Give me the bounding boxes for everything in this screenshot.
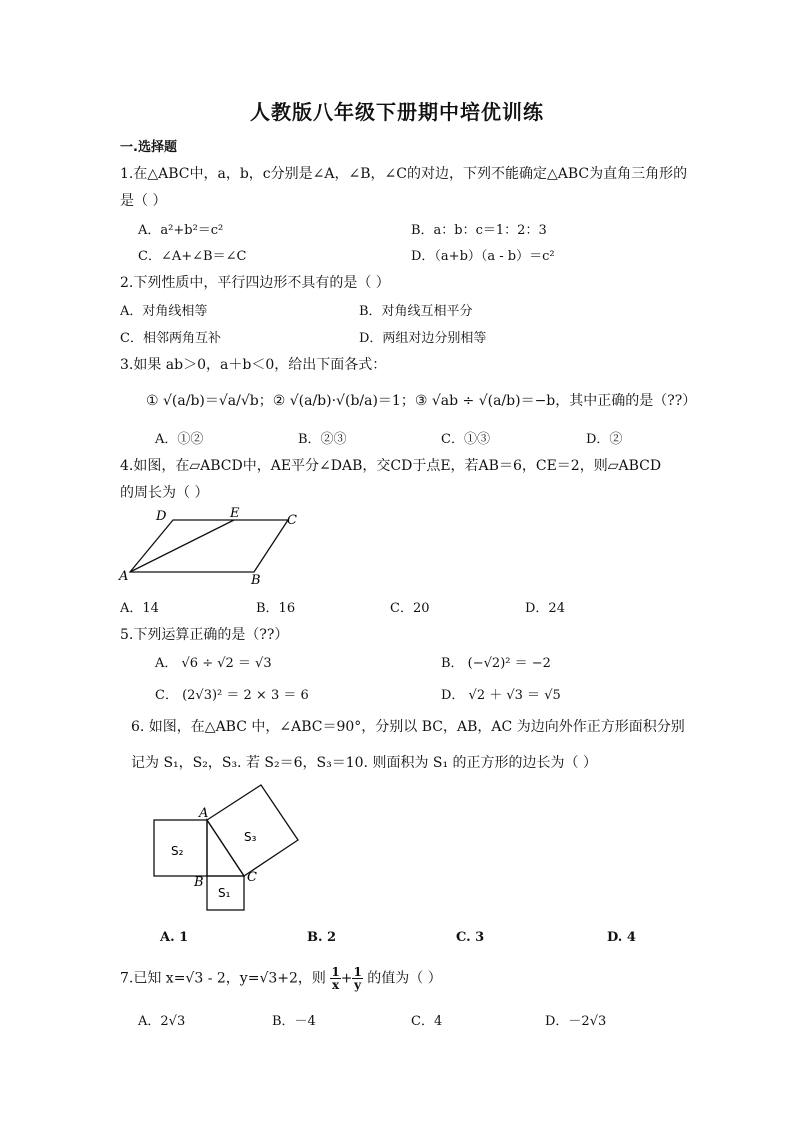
- label-a: A: [119, 569, 129, 584]
- q7-stem-pre: 7.已知 x=√3 - 2，y=√3+2，则: [120, 970, 326, 987]
- q1-stem-line2: 是（ ）: [120, 193, 167, 209]
- label-d: D: [156, 509, 167, 524]
- q6-option-d: D. 4: [607, 930, 636, 945]
- label-c: C: [247, 870, 257, 885]
- q6-stem-line2: 记为 S₁，S₂，S₃. 若 S₂＝6，S₃＝10. 则面积为 S₁ 的正方形的边长为（ ）: [131, 755, 597, 771]
- q5-option-a: A． √6 ÷ √2 ＝ √3: [155, 656, 272, 671]
- q1-stem-line1: 1.在△ABC中，a，b，c分别是∠A，∠B，∠C的对边，下列不能确定△ABC为直角三角形的: [120, 166, 688, 182]
- q2-option-a: A．对角线相等: [120, 304, 208, 319]
- q1-option-b: B．a：b：c＝1：2：3: [411, 223, 547, 238]
- q3-expression: ① √(a/b)＝√a/√b；② √(a/b)·√(b/a)＝1；③ √ab ÷ √(a/b)＝−b，其中正确的是（??）: [146, 393, 697, 409]
- segment-ae: [130, 520, 234, 572]
- label-e: E: [230, 506, 240, 521]
- q4-stem-line1: 4.如图，在▱ABCD中，AE平分∠DAB，交CD于点E，若AB＝6，CE＝2，则▱ABCD: [120, 458, 662, 474]
- q7-fraction-1-over-x: [330, 966, 340, 991]
- q5-option-c: C． (2√3)² ＝ 2 × 3 ＝ 6: [155, 688, 309, 703]
- frac2-denominator: y: [354, 978, 362, 992]
- parallelogram-abcd: [130, 520, 288, 572]
- q1-option-c: C．∠A+∠B＝∠C: [138, 249, 247, 264]
- q2-option-d: D．两组对边分别相等: [359, 331, 487, 346]
- label-s3: S₃: [244, 830, 257, 844]
- q3-option-b: B．②③: [298, 432, 347, 447]
- label-b: B: [251, 573, 261, 588]
- q6-option-b: B. 2: [307, 930, 337, 945]
- q6-stem-line1: 6. 如图，在△ABC 中，∠ABC＝90°，分别以 BC，AB，AC 为边向外作正方形面积分别: [131, 719, 685, 735]
- q1-option-d: D．（a+b）（a - b）＝c²: [411, 249, 555, 264]
- q4-option-a: A．14: [120, 601, 159, 616]
- section-heading: 一.选择题: [120, 140, 177, 155]
- q7-stem-post: 的值为（ ）: [367, 970, 442, 987]
- q1-option-a: A．a²+b²＝c²: [138, 223, 224, 238]
- page-title: 人教版八年级下册期中培优训练: [250, 100, 544, 124]
- q3-stem: 3.如果 ab＞0，a＋b＜0，给出下面各式：: [120, 357, 387, 373]
- q7-option-c: C．4: [411, 1014, 443, 1029]
- q7-option-d: D．－2√3: [545, 1014, 607, 1029]
- q5-option-b: B． (−√2)² ＝ −2: [441, 656, 551, 671]
- parallelogram-figure: [115, 503, 315, 593]
- squares-figure: [140, 775, 315, 915]
- q3-option-a: A．①②: [155, 432, 204, 447]
- frac1-numerator: 1: [331, 965, 340, 979]
- q5-stem: 5.下列运算正确的是（??）: [120, 627, 289, 643]
- q5-option-d: D． √2 ＋ √3 ＝ √5: [441, 688, 561, 703]
- q3-option-d: D．②: [586, 432, 623, 447]
- q7-option-a: A．2√3: [138, 1014, 186, 1029]
- q6-option-c: C. 3: [456, 930, 485, 945]
- q4-option-d: D．24: [525, 601, 565, 616]
- label-s1: S₁: [218, 886, 231, 900]
- q3-option-c: C．①③: [441, 432, 490, 447]
- q2-option-c: C．相邻两角互补: [120, 331, 221, 346]
- q7-fraction-1-over-y: [352, 966, 362, 991]
- frac1-denominator: x: [331, 978, 340, 992]
- q7-stem: [120, 966, 442, 991]
- label-a: A: [199, 806, 209, 821]
- label-c: C: [287, 513, 297, 528]
- q7-option-b: B．－4: [272, 1014, 316, 1029]
- q4-option-c: C．20: [390, 601, 430, 616]
- q7-plus: +: [340, 970, 353, 987]
- frac2-numerator: 1: [353, 965, 362, 979]
- q4-stem-line2: 的周长为（ ）: [120, 485, 209, 501]
- q2-stem: 2.下列性质中，平行四边形不具有的是（ ）: [120, 275, 390, 291]
- q6-option-a: A. 1: [160, 930, 189, 945]
- q4-option-b: B．16: [256, 601, 296, 616]
- label-b: B: [194, 875, 204, 890]
- label-s2: S₂: [171, 844, 184, 858]
- q2-option-b: B．对角线互相平分: [359, 304, 473, 319]
